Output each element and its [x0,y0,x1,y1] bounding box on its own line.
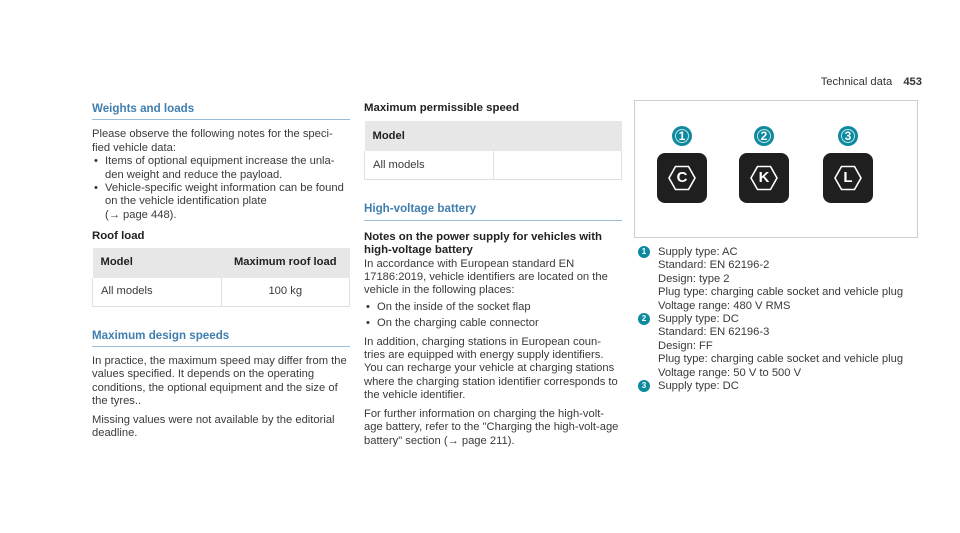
perm-speed-title: Maximum permissible speed [364,102,520,114]
column-middle [364,102,622,448]
table-header-row [93,248,350,278]
legend-line: Standard: EN 62196-3 [658,326,770,339]
legend-line: Plug type: charging cable socket and vehicle plug [658,353,904,366]
legend-line: Design: FF [658,339,713,352]
socket-legend [638,246,918,393]
legend-line: Voltage range: 480 V RMS [658,299,791,312]
table-header-row [365,121,622,151]
speeds-title: Maximum design speeds [92,329,350,347]
table-header-cell: Model [365,121,494,151]
legend-line: Voltage range: 50 V to 500 V [658,366,802,379]
table-header-cell: Model [93,248,222,278]
hv-intro: In accordance with European standard EN 17186:2019, vehicle identifiers are located on the vehicle in the following places: [364,257,608,297]
hv-title: High-voltage battery [364,202,622,220]
weights-intro: Please observe the following notes for the speci-fied vehicle data: [92,128,333,154]
legend-item-3 [638,380,918,393]
legend-line: Supply type: DC [658,380,739,393]
hv-bullets [364,301,622,331]
perm-speed-table [364,121,622,180]
table-cell [493,151,622,180]
list-item [92,182,350,222]
socket-letter: C [676,169,688,186]
table-cell: All models [93,278,222,307]
page-header [821,76,922,89]
callout-badge: 1 [672,126,692,146]
table-row [365,151,622,180]
hv-subtitle: Notes on the power supply for vehicles with high-voltage battery [364,230,602,257]
legend-line: Plug type: charging cable socket and vehicle plug [658,286,904,299]
roof-title: Roof load [92,230,145,243]
list-item: • Items of optional equipment increase the unla-den weight and reduce the payload. [92,155,350,182]
roof-table [92,248,350,307]
page-reference: (→ page 448). [105,208,177,221]
socket-figure [634,100,918,238]
legend-line: Supply type: AC [658,246,738,258]
socket-c-icon [657,153,707,203]
socket-letter: L [843,169,853,186]
legend-line: Standard: EN 62196-2 [658,259,770,272]
socket-k-icon [739,153,789,203]
speeds-para2: Missing values were not available by the editorial deadline. [92,413,335,440]
hv-para2: In addition, charging stations in European coun-tries are equipped with energy supply identifiers. You can recharge your vehicle at charging stations where the charging station identifier corresponds to the vehicle identifier. [364,335,618,402]
column-left [92,102,350,441]
page-number: 453 [903,76,922,88]
socket-letter: K [758,169,770,186]
table-header-cell [493,121,622,151]
table-cell: All models [365,151,494,180]
speeds-para1: In practice, the maximum speed may differ from the values specified. It depends on the operating conditions, the optional equipment and the size of the tyres.. [92,355,347,408]
legend-item-2 [638,313,918,380]
list-item: • On the charging cable connector [364,317,622,330]
table-row [93,278,350,307]
legend-badge: 2 [638,313,650,325]
legend-line: Supply type: DC [658,313,739,326]
table-cell: 100 kg [221,278,350,307]
legend-badge: 1 [638,246,650,258]
header-section: Technical data [820,76,893,88]
list-item: • On the inside of the socket flap [364,301,622,314]
table-header-cell: Maximum roof load [221,248,350,278]
legend-line: Design: type 2 [658,272,730,285]
hv-para3: For further information on charging the high-volt-age battery, refer to the "Charging the high-volt-age battery" section (→ page 211). [364,407,619,447]
callout-badge: 2 [754,126,774,146]
legend-badge: 3 [638,380,650,392]
legend-item-1 [638,246,918,313]
socket-l-icon [823,153,873,203]
weights-bullets [92,155,350,222]
weights-title: Weights and loads [92,102,350,120]
callout-badge: 3 [838,126,858,146]
list-item-text: Vehicle-specific weight information can be found on the vehicle identification plate [105,182,344,208]
